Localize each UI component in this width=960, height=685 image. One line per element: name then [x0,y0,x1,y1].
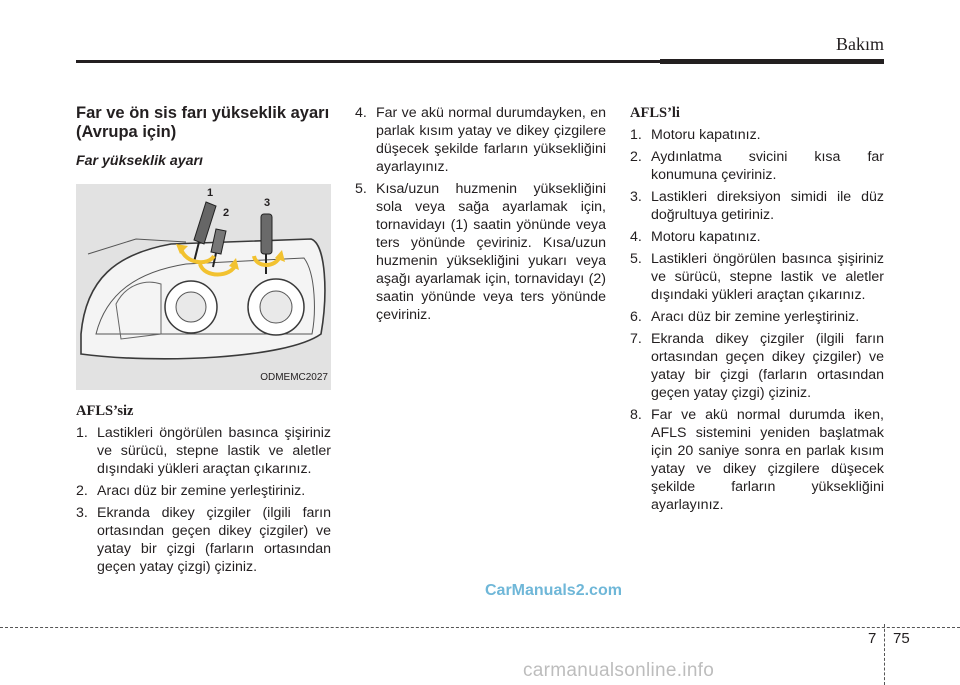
list-item: 5. Kısa/uzun huzmenin yüksekliğini sola veya sağa ayarlamak için, tornavidayı (1) saatin yönünde veya ters yönünde çeviriniz. Kısa/uzun huzmenin yüksekliğini yukarı veya aşağı ayarlamak için, tornavidayı (2) saatin yönünde veya ters yönünde çeviriniz. [355,181,606,323]
afls-without-steps [76,424,331,576]
page-number: 75 [893,630,910,647]
list-item: 4. Motoru kapatınız. [630,229,761,245]
afls-with-steps [630,126,884,514]
page-number-divider [884,624,885,685]
headlight-illustration [76,184,331,390]
list-item: 3. Lastikleri direksiyon simidi ile düz doğrultuya getiriniz. [630,189,884,223]
middle-column [355,104,606,328]
list-item: 2. Aydınlatma svicini kısa far konumuna çeviriniz. [630,149,884,183]
middle-steps [355,104,606,324]
headlight-figure [76,184,331,390]
figure-label-3: 3 [264,197,271,209]
figure-label-1: 1 [207,187,214,199]
list-item: 4. Far ve akü normal durumdayken, en parlak kısım yatay ve dikey çizgilere düşecek şekilde farların yüksekliğini ayarlayınız. [355,105,606,175]
footer-site-link[interactable]: carmanualsonline.info [523,660,715,681]
left-column [76,104,331,580]
list-item: 2. Aracı düz bir zemine yerleştiriniz. [76,483,306,499]
list-item: 1. Motoru kapatınız. [630,127,761,143]
page-header-title: Bakım [836,34,884,54]
list-item: 8. Far ve akü normal durumda iken, AFLS sistemini yeniden başlatmak için 20 saniye sonra en parlak kısım yatay ve dikey çizgilere düşecek şekilde farların yüksekliğini ayarlayınız. [630,407,884,513]
section-title: Far ve ön sis farı yükseklik ayarı (Avrupa için) [76,104,330,141]
afls-without-title: AFLS’siz [76,403,134,419]
subsection-title: Far yükseklik ayarı [76,153,203,169]
list-item: 6. Aracı düz bir zemine yerleştiriniz. [630,309,860,325]
header-rule-accent [660,59,884,64]
figure-label-2: 2 [223,207,230,219]
chapter-number: 7 [868,630,877,647]
afls-with-title: AFLS’li [630,105,680,121]
figure-code: ODMEMC2027 [260,372,328,383]
list-item: 5. Lastikleri öngörülen basınca şişiriniz ve sürücü, stepne lastik ve aletler dışındaki yükleri araçtan çıkarınız. [630,251,884,303]
list-item: 7. Ekranda dikey çizgiler (ilgili farın ortasından geçen dikey çizgiler) ve yatay bir çizgi (farların ortasından geçen yatay çizgi) çiziniz. [630,331,884,401]
list-item: 1. Lastikleri öngörülen basınca şişiriniz ve sürücü, stepne lastik ve aletler dışındaki yükleri araçtan çıkarınız. [76,425,331,477]
footer-dashed-rule [0,627,960,628]
right-column [630,104,884,518]
list-item: 3. Ekranda dikey çizgiler (ilgili farın ortasından geçen dikey çizgiler) ve yatay bir çizgi (farların ortasından geçen yatay çizgi) çiziniz. [76,505,331,575]
watermark-link[interactable]: CarManuals2.com [485,582,622,599]
